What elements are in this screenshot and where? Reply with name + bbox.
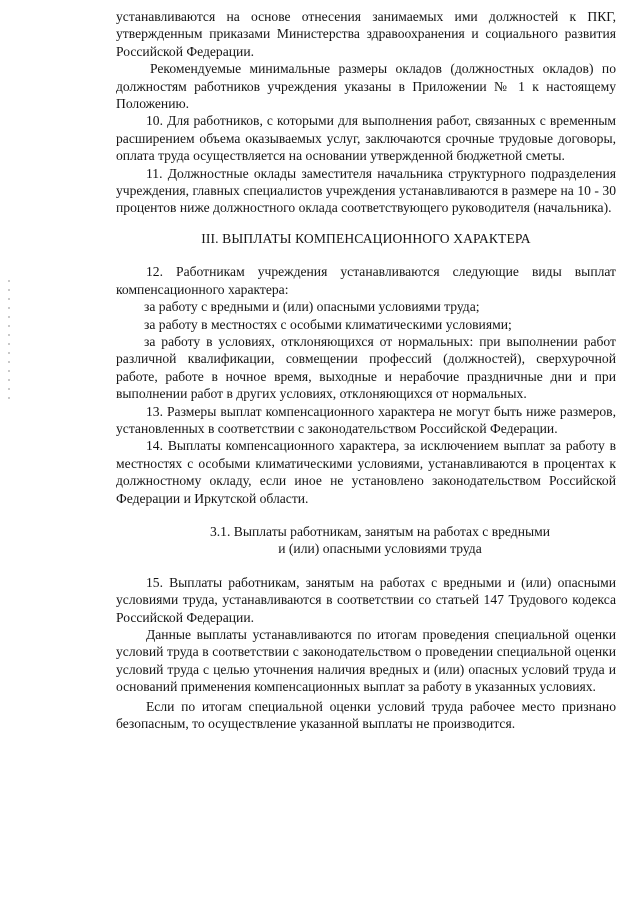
paragraph-payments-basis: Данные выплаты устанавливаются по итогам проведения специальной оценки условий труда в соответствии с законодательством о проведении специальной оценки условий труда с целью уточнения наличия вредных и (или) опасных условий труда и оснований применения компенсационных выплат за работу в указанных условиях. xyxy=(116,627,616,695)
paragraph-intro: устанавливаются на основе отнесения занимаемых ими должностей к ПКГ, утвержденным приказами Министерства здравоохранения и социального развития Российской Федерации. xyxy=(116,9,616,59)
paragraph-14: 14. Выплаты компенсационного характера, за исключением выплат за работу в местностях с особыми климатическими условиями, устанавливаются в процентах к должностному окладу, если иное не установлено законодательством Российской Федерации и Иркутской области. xyxy=(116,438,616,506)
paragraph-safe-workplace: Если по итогам специальной оценки условий труда рабочее место признано безопасным, то осуществление указанной выплаты не производится. xyxy=(116,698,616,732)
subsection-heading-line-2: и (или) опасными условиями труда xyxy=(278,541,482,557)
paragraph-recommended-salaries: Рекомендуемые минимальные размеры окладов (должностных окладов) по должностям работников учреждения указаны в Приложении № 1 к настоящему Положению. xyxy=(116,61,616,112)
paragraph-13: 13. Размеры выплат компенсационного характера не могут быть ниже размеров, установленных в соответствии с законодательством Российской Федерации. xyxy=(116,403,616,436)
list-item-harmful-conditions: за работу с вредными и (или) опасными условиями труда; xyxy=(144,299,480,315)
paragraph-11: 11. Должностные оклады заместителя начальника структурного подразделения учреждения, главных специалистов учреждения устанавливаются в размере на 10 - 30 процентов ниже должностного оклада соответствующего руководителя (начальника). xyxy=(116,165,616,216)
subsection-heading-line-1: 3.1. Выплаты работникам, занятым на работах с вредными xyxy=(209,523,550,539)
paragraph-10: 10. Для работников, с которыми для выполнения работ, связанных с временным расширением объема оказываемых услуг, заключаются срочные трудовые договоры, оплата труда осуществляется на основании утвержденной бюджетной сметы. xyxy=(116,113,616,164)
list-item-climatic-conditions: за работу в местностях с особыми климатическими условиями; xyxy=(144,316,512,332)
binding-edge-marks xyxy=(8,280,10,400)
paragraph-15: 15. Выплаты работникам, занятым на работах с вредными и (или) опасными условиями труда, устанавливаются в соответствии со статьей 147 Трудового кодекса Российской Федерации. xyxy=(116,574,616,625)
list-item-abnormal-conditions: за работу в условиях, отклоняющихся от нормальных: при выполнении работ различной квалификации, совмещении профессий (должностей), сверхурочной работе, работе в ночное время, выходные и нерабочие праздничные дни и при выполнении работ в других условиях, отклоняющихся от нормальных. xyxy=(116,333,616,402)
section-heading-3: III. ВЫПЛАТЫ КОМПЕНСАЦИОННОГО ХАРАКТЕРА xyxy=(201,230,531,246)
subsection-heading-3-1 xyxy=(116,523,616,558)
paragraph-12: 12. Работникам учреждения устанавливаются следующие виды выплат компенсационного характера: xyxy=(116,264,616,297)
